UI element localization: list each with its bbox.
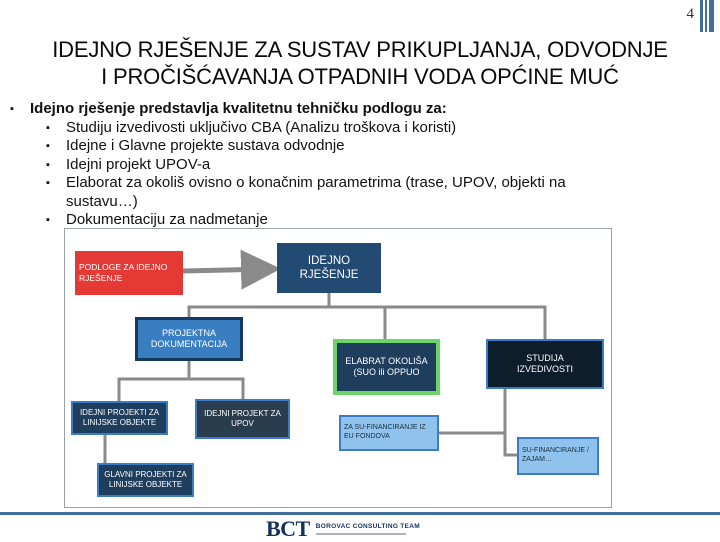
bullet-sub: ▪ Elaborat za okoliš ovisno o konačnim parametrima (trase, UPOV, objekti na bbox=[8, 174, 708, 193]
bullet-sub-continuation: sustavu…) bbox=[66, 192, 138, 210]
logo-text bbox=[316, 523, 420, 535]
flow-diagram bbox=[64, 228, 612, 508]
connector-studija-sufin bbox=[439, 389, 505, 433]
node-idejno-line2: RJEŠENJE bbox=[299, 269, 359, 281]
node-glavni-line2: LINIJSKE OBJEKTE bbox=[108, 480, 183, 489]
node-sufin-line1: ZA SU-FINANCIRANJE IZ bbox=[344, 424, 426, 432]
node-elaborat-line1: ELABRAT OKOLIŠA bbox=[345, 355, 428, 366]
corner-decoration bbox=[700, 0, 714, 32]
node-idejno-rjesenje bbox=[277, 243, 381, 293]
bullet-sub: ▪ Idejne i Glavne projekte sustava odvodnje bbox=[8, 137, 708, 156]
bullet-sub: ▪ Dokumentaciju za nadmetanje bbox=[8, 211, 708, 230]
node-elaborat-okolisa bbox=[333, 339, 440, 395]
bullet-main: ▪ Idejno rješenje predstavlja kvalitetnu tehničku podlogu za: bbox=[8, 100, 708, 119]
connector-idejno-studija bbox=[385, 307, 545, 339]
footer-divider bbox=[0, 512, 720, 515]
bullet-sub: ▪ Idejni projekt UPOV-a bbox=[8, 156, 708, 175]
node-studija-line1: STUDIJA bbox=[526, 352, 564, 363]
page-title bbox=[0, 36, 720, 90]
bullet-list bbox=[8, 100, 708, 230]
connector-idejno-elaborat bbox=[329, 307, 385, 339]
logo-mark: BCT bbox=[266, 516, 310, 541]
connector-studija-zajam bbox=[505, 433, 517, 455]
node-zajam-line1: SU-FINANCIRANJE / bbox=[522, 447, 589, 455]
node-eu-fondovi bbox=[339, 415, 439, 451]
company-logo bbox=[266, 518, 420, 540]
node-zajam bbox=[517, 437, 599, 475]
node-projektna-dokumentacija bbox=[135, 317, 243, 361]
node-projektna-line1: PROJEKTNA bbox=[161, 327, 216, 338]
node-upov-line1: IDEJNI PROJEKT ZA bbox=[204, 409, 281, 418]
title-line-1: IDEJNO RJEŠENJE ZA SUSTAV PRIKUPLJANJA, ODVODNJE bbox=[52, 37, 668, 62]
company-name: BOROVAC CONSULTING TEAM bbox=[315, 523, 420, 530]
node-projektna-line2: DOKUMENTACIJA bbox=[150, 339, 228, 349]
node-sufin-line2: EU FONDOVA bbox=[344, 433, 390, 440]
node-idejni-upov bbox=[195, 399, 290, 439]
node-upov-line2: UPOV bbox=[231, 419, 254, 428]
node-glavni-linijski bbox=[97, 463, 194, 497]
connector-idejno-projektna bbox=[189, 293, 329, 317]
connector-projektna-upov bbox=[189, 379, 243, 399]
arrow-podloge-idejno bbox=[183, 269, 271, 271]
title-line-2: I PROČIŠĆAVANJA OTPADNIH VODA OPĆINE MUĆ bbox=[101, 64, 619, 89]
node-linijski-line2: LINIJSKE OBJEKTE bbox=[82, 418, 157, 427]
node-zajam-line2: ZAJAM… bbox=[522, 456, 552, 463]
logo-tagline-decoration bbox=[316, 533, 406, 535]
node-studija-line2: IZVEDIVOSTI bbox=[516, 364, 573, 374]
node-glavni-line1: GLAVNI PROJEKTI ZA bbox=[104, 470, 187, 479]
connector-projektna-linijski bbox=[119, 361, 189, 401]
page-number: 4 bbox=[686, 6, 694, 22]
node-elaborat-line2: (SUO ili OPPUO bbox=[353, 367, 420, 377]
node-podloge-label: PODLOGE ZA IDEJNO RJEŠENJE bbox=[79, 262, 168, 283]
node-linijski-line1: IDEJNI PROJEKTI ZA bbox=[79, 408, 160, 417]
node-idejni-linijski bbox=[71, 401, 168, 435]
node-studija-izvedivosti bbox=[486, 339, 604, 389]
bullet-sub: ▪ Studiju izvedivosti uključivo CBA (Analizu troškova i koristi) bbox=[8, 119, 708, 138]
node-idejno-line1: IDEJNO bbox=[307, 254, 351, 267]
node-podloge bbox=[75, 251, 183, 295]
